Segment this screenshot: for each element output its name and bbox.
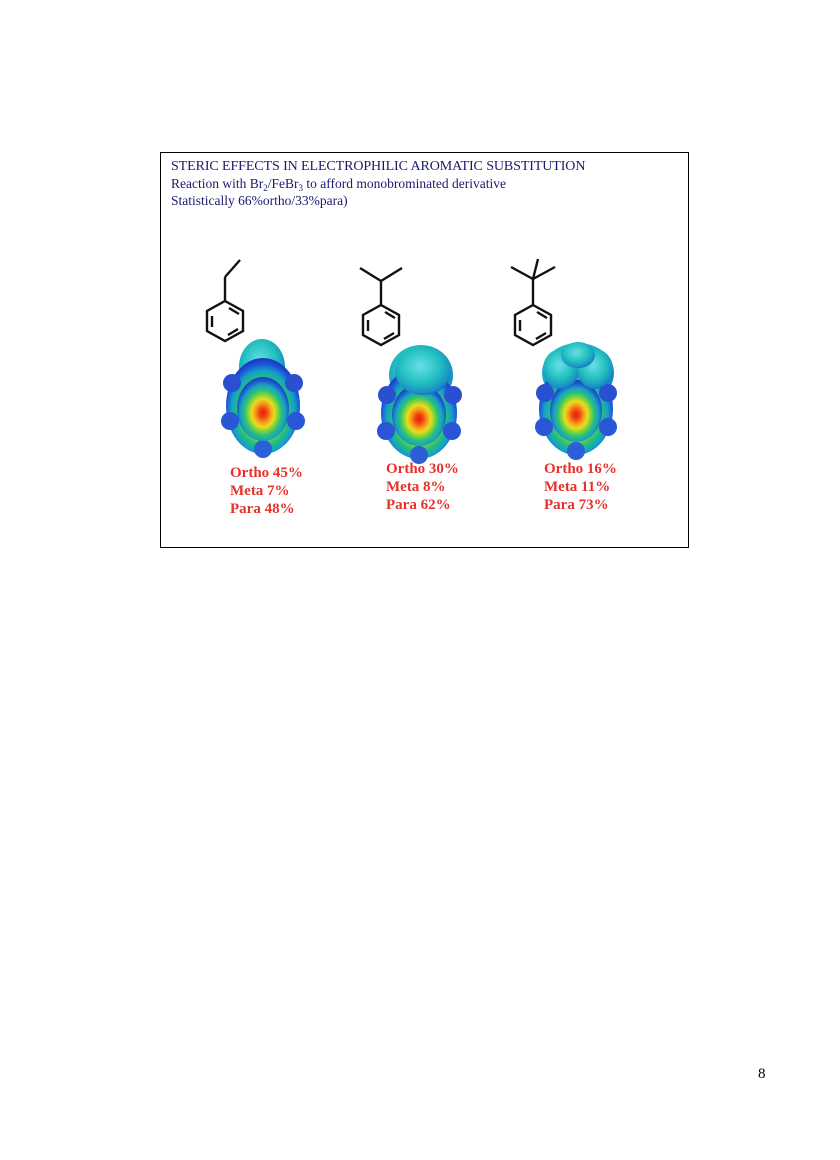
esp-surface-ethyl — [221, 339, 305, 458]
ortho-percent: Ortho 16% — [544, 461, 617, 477]
stats-ethyl — [230, 464, 303, 518]
esp-surface-isopropyl — [377, 345, 462, 464]
ortho-percent: Ortho 30% — [386, 461, 459, 477]
slide-title: STERIC EFFECTS IN ELECTROPHILIC AROMATIC SUBSTITUTION — [171, 159, 586, 174]
tert-butylbenzene-structure — [511, 259, 555, 345]
meta-percent: Meta 11% — [544, 479, 611, 495]
ortho-percent: Ortho 45% — [230, 465, 303, 481]
para-percent: Para 73% — [544, 497, 609, 513]
para-percent: Para 48% — [230, 501, 295, 517]
page-number: 8 — [758, 1066, 766, 1082]
stats-isopropyl — [386, 460, 459, 514]
reaction-line: Reaction with $Br_2/FeBr_3$ to afford monobrominated derivative — [171, 176, 506, 193]
stats-tert-butyl — [544, 460, 617, 514]
para-percent: Para 62% — [386, 497, 451, 513]
meta-percent: Meta 7% — [230, 483, 290, 499]
slide-frame — [160, 152, 689, 548]
statistics-line: Statistically 66%ortho/33%para) — [171, 193, 348, 208]
isopropylbenzene-structure — [360, 268, 402, 345]
ethylbenzene-structure — [207, 260, 243, 341]
meta-percent: Meta 8% — [386, 479, 446, 495]
esp-surface-tert-butyl — [535, 342, 617, 460]
